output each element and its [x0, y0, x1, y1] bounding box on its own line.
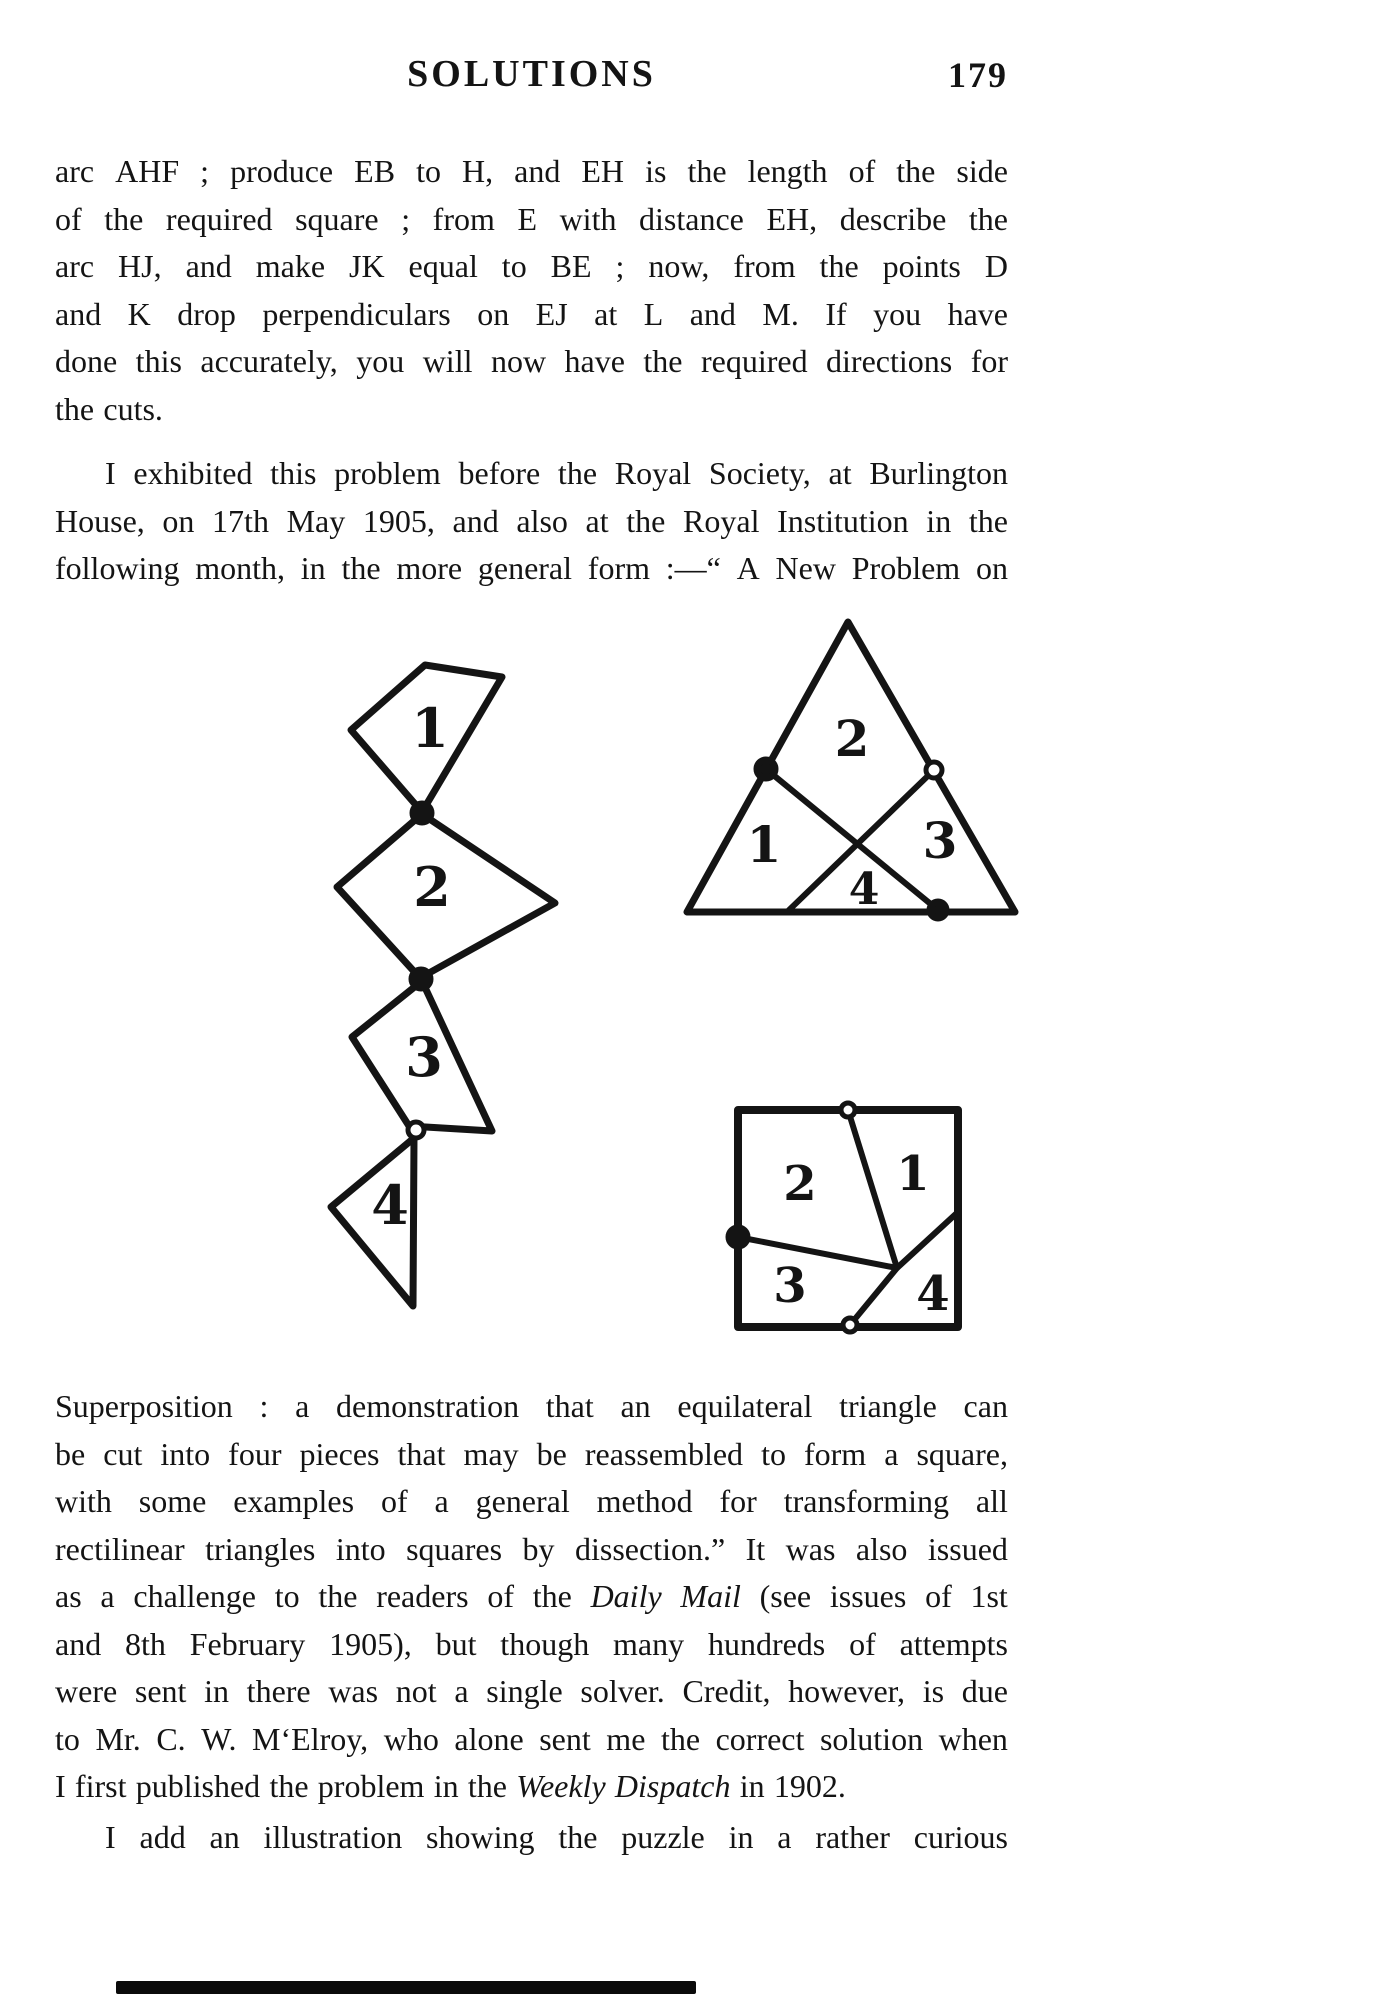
word: add — [139, 1819, 186, 1855]
word: JK — [349, 248, 385, 284]
word: general — [477, 550, 573, 586]
word: transforming — [783, 1483, 950, 1519]
word: arc — [55, 248, 95, 284]
word: of — [487, 1578, 514, 1614]
word: for — [970, 343, 1008, 379]
word: the — [968, 200, 1008, 237]
word: not — [395, 1673, 437, 1709]
word: and — [689, 295, 736, 332]
word: to — [761, 1435, 786, 1472]
word: L — [643, 295, 664, 332]
word: on — [477, 295, 510, 332]
hinge-dot — [412, 970, 430, 988]
word: and — [514, 153, 561, 189]
word: cuts. — [103, 390, 163, 427]
word: when — [938, 1720, 1008, 1757]
word: be — [536, 1435, 567, 1472]
word: in — [728, 1819, 754, 1855]
word: this — [270, 455, 317, 491]
word: : — [259, 1388, 269, 1424]
word: the — [660, 1720, 701, 1757]
word: you — [873, 295, 922, 332]
chain-piece-2-label: 2 — [413, 855, 451, 919]
word: EH — [581, 153, 625, 189]
word: due — [961, 1673, 1008, 1709]
word: Dispatch — [614, 1768, 731, 1804]
word: on — [162, 502, 195, 539]
word: pieces — [299, 1435, 380, 1472]
word: It — [745, 1530, 766, 1567]
word: at — [594, 295, 618, 332]
word: rectilinear — [55, 1530, 185, 1567]
word: of — [380, 1483, 408, 1519]
word: on — [975, 550, 1008, 586]
word: Society, — [708, 455, 811, 491]
word: February — [189, 1625, 306, 1662]
word: curious — [913, 1819, 1008, 1855]
word: equilateral — [677, 1388, 813, 1424]
word: by — [522, 1530, 555, 1567]
word: length — [747, 153, 828, 189]
square-piece-1-label: 1 — [896, 1146, 930, 1202]
word: problem — [317, 1768, 425, 1804]
word: though — [500, 1625, 590, 1662]
chain-piece-1-label: 1 — [411, 696, 449, 760]
word: at — [585, 502, 609, 539]
word: square, — [916, 1435, 1008, 1472]
word: the — [269, 1768, 309, 1804]
word: now — [490, 343, 547, 379]
word: produce — [230, 153, 334, 189]
word: first — [74, 1768, 127, 1804]
word: Credit, — [682, 1673, 771, 1709]
word: all — [975, 1483, 1008, 1519]
word: was — [328, 1673, 379, 1709]
word: House, — [55, 502, 145, 539]
word: single — [486, 1673, 563, 1709]
word: will — [422, 343, 473, 379]
word: I — [105, 1819, 116, 1855]
word: reassembled — [584, 1435, 744, 1472]
word: describe — [839, 200, 947, 237]
word: accurately, — [200, 343, 338, 379]
word: solver. — [580, 1673, 665, 1709]
word: the — [557, 455, 598, 491]
word: :—“ — [665, 550, 721, 586]
word: BE — [550, 248, 592, 284]
word: I — [55, 1768, 66, 1804]
word: that — [545, 1388, 594, 1424]
word: of — [55, 200, 82, 237]
word: in — [739, 1768, 765, 1804]
word: of — [849, 1625, 876, 1662]
word: form — [803, 1435, 867, 1472]
base-dot-G — [930, 902, 946, 918]
word: required — [165, 200, 273, 237]
word: the — [626, 502, 666, 539]
word: done — [55, 343, 118, 379]
midpoint-ring-E — [926, 762, 942, 778]
word: the — [104, 200, 144, 237]
word: 1902. — [773, 1768, 846, 1804]
word: If — [825, 295, 847, 332]
word: EJ — [535, 295, 568, 332]
word: Superposition — [55, 1388, 233, 1424]
word: me — [606, 1720, 646, 1757]
word: the — [558, 1819, 598, 1855]
word: this — [135, 343, 182, 379]
word: solution — [819, 1720, 924, 1757]
word: a — [295, 1388, 310, 1424]
word: however, — [788, 1673, 906, 1709]
word: squares — [406, 1530, 503, 1567]
triangle-piece-3-label: 3 — [922, 811, 958, 870]
word: May — [286, 502, 346, 539]
word: alone — [454, 1720, 524, 1757]
word: make — [255, 248, 326, 284]
word: have — [947, 295, 1008, 332]
square-piece-4-label: 4 — [916, 1266, 950, 1322]
word: square — [295, 200, 379, 237]
word: you — [356, 343, 405, 379]
word: 1st — [970, 1578, 1008, 1614]
cut-line-top — [848, 1110, 897, 1268]
word: a — [100, 1578, 115, 1614]
word: M. — [762, 295, 799, 332]
word: Institution — [777, 502, 909, 539]
word: was — [785, 1530, 836, 1567]
word: challenge — [133, 1578, 256, 1614]
word: month, — [195, 550, 285, 586]
edge-ring-top — [841, 1103, 855, 1117]
triangle-piece-2-label: 2 — [834, 709, 870, 768]
word: C. — [156, 1720, 186, 1757]
word: in — [300, 550, 326, 586]
word: puzzle — [621, 1819, 705, 1855]
page-title: SOLUTIONS — [407, 53, 656, 95]
edge-dot-left — [729, 1228, 747, 1246]
word: but — [435, 1625, 477, 1662]
word: and — [55, 295, 102, 332]
cut-line-left — [738, 1237, 897, 1268]
word: Mr. — [95, 1720, 141, 1757]
word: in — [926, 502, 952, 539]
word: of — [925, 1578, 952, 1614]
word: EB — [354, 153, 396, 189]
word: and — [55, 1625, 102, 1662]
word: an — [209, 1819, 240, 1855]
word: triangles — [205, 1530, 316, 1567]
word: ; — [615, 248, 625, 284]
word: K — [127, 295, 151, 332]
word: to — [416, 153, 441, 189]
word: AHF — [115, 153, 180, 189]
word: in — [204, 1673, 229, 1709]
word: side — [956, 153, 1008, 189]
word: the — [968, 502, 1008, 539]
word: four — [228, 1435, 282, 1472]
word: rather — [815, 1819, 890, 1855]
chain-piece-4-label: 4 — [371, 1173, 409, 1237]
word: at — [828, 455, 852, 491]
figure-chain-of-pieces — [331, 665, 555, 1306]
scan-artifact-bar — [116, 1981, 696, 1994]
word: equal — [408, 248, 478, 284]
word: many — [613, 1625, 685, 1662]
word: hundreds — [707, 1625, 826, 1662]
page-number: 179 — [948, 55, 1008, 95]
word: and — [452, 502, 499, 539]
word: Royal — [614, 455, 692, 491]
word: who — [383, 1720, 439, 1757]
word: A — [736, 550, 760, 586]
word: examples — [233, 1483, 355, 1519]
square-piece-2-label: 2 — [783, 1156, 817, 1212]
word: there — [246, 1673, 311, 1709]
word: issued — [927, 1530, 1008, 1567]
word: following — [55, 550, 180, 586]
word: H, — [462, 153, 494, 189]
word: 17th — [212, 502, 269, 539]
word: Daily — [590, 1578, 662, 1614]
word: be — [55, 1435, 86, 1472]
word: method — [596, 1483, 693, 1519]
word: showing — [426, 1819, 535, 1855]
word: the — [467, 1768, 507, 1804]
word: problem — [334, 455, 441, 491]
word: HJ, — [118, 248, 162, 284]
word: the — [819, 248, 859, 284]
hinge-dot — [413, 804, 431, 822]
word: Weekly — [516, 1768, 606, 1804]
word: and — [185, 248, 232, 284]
word: 8th — [125, 1625, 166, 1662]
word: in — [433, 1768, 459, 1804]
word: triangle — [839, 1388, 937, 1424]
word: D — [984, 248, 1008, 284]
word: exhibited — [133, 455, 253, 491]
word: points — [882, 248, 961, 284]
word: EH, — [766, 200, 818, 237]
word: directions — [826, 343, 953, 379]
word: into — [335, 1530, 386, 1567]
word: Mail — [680, 1578, 741, 1614]
word: E — [517, 200, 537, 237]
word: ; — [401, 200, 411, 237]
word: W. — [201, 1720, 237, 1757]
word: I — [105, 455, 116, 491]
triangle-piece-1-label: 1 — [746, 815, 782, 874]
word: the — [341, 550, 381, 586]
word: New — [775, 550, 836, 586]
word: now, — [648, 248, 710, 284]
chain-piece-3-label: 3 — [405, 1025, 443, 1089]
word: ; — [200, 153, 210, 189]
word: also — [855, 1530, 908, 1567]
word: is — [645, 153, 667, 189]
word: may — [463, 1435, 519, 1472]
word: the — [896, 153, 936, 189]
word: arc — [55, 153, 95, 189]
word: attempts — [899, 1625, 1008, 1662]
word: sent — [539, 1720, 591, 1757]
word: general — [475, 1483, 570, 1519]
word: some — [138, 1483, 207, 1519]
word: cut — [103, 1435, 143, 1472]
word: 1905, — [362, 502, 435, 539]
word: from — [733, 248, 796, 284]
word: a — [454, 1673, 469, 1709]
word: Problem — [851, 550, 961, 586]
word: issues — [829, 1578, 907, 1614]
word: as — [55, 1578, 82, 1614]
word: published — [135, 1768, 261, 1804]
word: to — [274, 1578, 300, 1614]
word: is — [922, 1673, 945, 1709]
word: for — [719, 1483, 757, 1519]
word: before — [458, 455, 541, 491]
word: correct — [715, 1720, 805, 1757]
word: (see — [759, 1578, 812, 1614]
word: demonstration — [335, 1388, 520, 1424]
word: readers — [376, 1578, 469, 1614]
word: form — [587, 550, 650, 586]
word: to — [501, 248, 527, 284]
word: with — [55, 1483, 112, 1519]
word: the — [687, 153, 727, 189]
hinge-ring — [408, 1122, 424, 1138]
word: into — [160, 1435, 211, 1472]
word: M‘Elroy, — [252, 1720, 369, 1757]
word: sent — [134, 1673, 187, 1709]
word: drop — [177, 295, 236, 332]
word: can — [963, 1388, 1008, 1424]
word: the — [643, 343, 683, 379]
triangle-piece-4-label: 4 — [848, 864, 880, 915]
word: with — [559, 200, 617, 237]
edge-ring-bottom — [843, 1318, 857, 1332]
word: Royal — [683, 502, 760, 539]
word: were — [55, 1673, 118, 1709]
word: perpendiculars — [262, 295, 451, 332]
word: more — [396, 550, 463, 586]
word: 1905), — [329, 1625, 412, 1662]
square-piece-3-label: 3 — [773, 1258, 807, 1314]
word: the — [532, 1578, 572, 1614]
word: required — [700, 343, 808, 379]
word: to — [55, 1720, 80, 1757]
word: also — [516, 502, 568, 539]
word: a — [777, 1819, 792, 1855]
word: that — [397, 1435, 446, 1472]
word: from — [432, 200, 495, 237]
word: Burlington — [869, 455, 1008, 491]
word: of — [848, 153, 876, 189]
word: dissection.” — [574, 1530, 726, 1567]
word: the — [55, 390, 95, 427]
word: illustration — [263, 1819, 403, 1855]
word: an — [620, 1388, 651, 1424]
word: a — [434, 1483, 449, 1519]
word: have — [564, 343, 625, 379]
word: distance — [639, 200, 744, 237]
word: a — [884, 1435, 899, 1472]
word: the — [318, 1578, 358, 1614]
midpoint-dot-D — [757, 760, 775, 778]
